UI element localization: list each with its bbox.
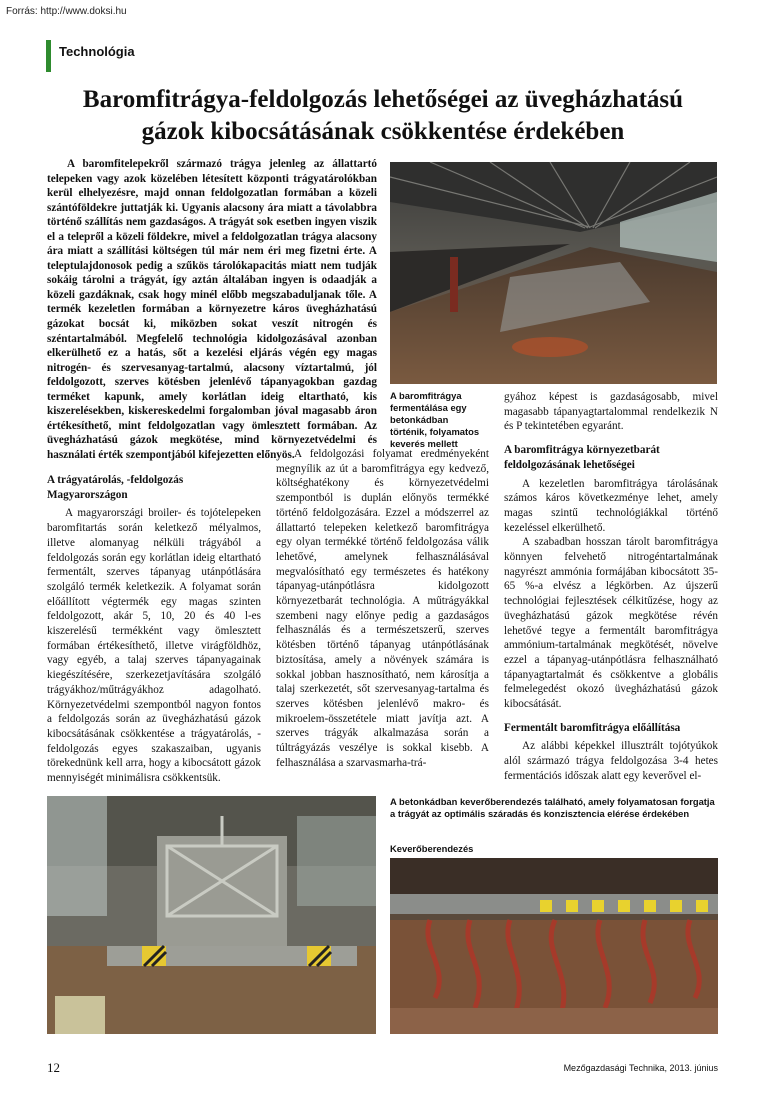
section-label: Technológia	[59, 44, 135, 59]
lead-paragraph: A baromfitelepekről származó trágya jelenleg az állattartó telepeken vagy azok közelében létesített központi trágyatárolókban kerül elhelyezésre, majd onnan feldolgozatlan formában a közeli szántóföldekre juttatják ki. Ugyanis alacsony ára miatt a távolabbra történő szállítás nem gazdaságos. A trágyát sok esetben ingyen viszik el a telepről a közeli földekre, mivel a feldolgozatlan trágya alacsony ára miatt a szállítási költségen túl már nem éri meg fizetni érte. A teleptulajdonosok pedig a szűkös tárolókapacitás miatt nem tudják sokáig tárolni a trágyát, így aztán általában ingyen is odaadják a közeli gazdáknak, csak hogy minél előbb megszabaduljanak tőle. A termék kezeletlen formában a környezetre káros üvegházhatású gázokat bocsát ki, miközben sokat veszít nitrogén és széntartalmából. Megfelelő technológia kidolgozásával azonban elkerülhető ez a hatás, sőt a kezelési eljárás végén egy magas nitrogén- és szervesanyag-tartalmú, alacsony víztartalmú, jól feldolgozott, szerves kötésben jelenlévő tápanyagokban gazdag terméket kapunk, amely korlátlan ideig eltartható, kis kiszerelésekben, kiskereskedelmi forgalomban jóval magasabb áron értékesíthető, mint feldolgozatlan vagy ömlesztett formában. Az üvegházhatású gázok megkötése, mind környezetvédelmi és használati érték szempontjából kifejezetten előnyös.	[47, 158, 377, 461]
paragraph-untreated-storage: A kezeletlen baromfitrágya tárolásának számos káros következménye lehet, amely magas szintű technológiákkal történő kezeléssel elkerülhető.	[504, 477, 718, 534]
paragraph-fermentation-period: Az alábbi képekkel illusztrált tojótyúkok alól származó trágya feldolgozása 3-4 hetes fermentációs időszak alatt egy keverővel el-	[504, 740, 718, 782]
heading-fermented-production: Fermentált baromfitrágya előállítása	[504, 721, 681, 734]
caption-text: Keverőberendezés	[390, 843, 474, 854]
fermentation-hall-image	[390, 162, 717, 384]
section-accent-bar	[46, 40, 51, 72]
column-1	[47, 473, 261, 786]
journal-footer: Mezőgazdasági Technika, 2013. június	[563, 1063, 718, 1073]
column-2	[276, 447, 489, 770]
source-note: Forrás: http://www.doksi.hu	[6, 6, 127, 17]
mixer-closeup-image	[390, 858, 718, 1034]
paragraph-continuation: gyához képest is gazdaságosabb, mivel magasabb tápanyagtartalommal rendelkezik N és P tekintetében egyaránt.	[504, 391, 718, 433]
photo-fermentation-hall	[390, 162, 717, 384]
paragraph-storage-hungary: A magyarországi broiler- és tojótelepeken baromfitartás során keletkező mélyalmos, illetve alomanyag nélküli trágyából a feldolgozás során egy korlátlan ideig eltartható fermentált, szerves tápanyag utánpótlására szolgáló termék keletkezik. A folyamat során előállított végtermék egy magas szinten feldolgozott, akár 5, 10, 20 és 40 l-es kiszerelésű termékként vagy ömlesztett formában értékesíthető, illetve virágföldhöz, vagy egyéb, a talaj szerves tápanyagainak kiegészítésére, szerkezetjavítására szolgáló trágyákhoz/műtrágyákhoz adagolható. Környezetvédelmi szempontból nagyon fontos a feldolgozás során az üvegházhatású gázok kibocsátásának csökkentése a trágyatárolás, -feldolgozás egyes szakaszaiban, ugyanis törekednünk kell arra, hogy a kibocsátott gázok mennyiségét minimálisra csökkentsük.	[47, 507, 261, 785]
heading-storage-hungary: A trágyatárolás, -feldolgozás Magyarországon	[47, 474, 184, 501]
heading-eco-processing: A baromfitrágya környezetbarát feldolgozásának lehetőségei	[504, 444, 660, 471]
caption-photo-1	[390, 390, 485, 450]
title-line-1: Baromfitrágya-feldolgozás lehetőségei az üvegházhatású	[82, 86, 684, 113]
title-line-2: gázok kibocsátásának csökkentése érdekében	[141, 118, 625, 145]
paragraph-nitrogen-loss: A szabadban hosszan tárolt baromfitrágya könnyen felvehető nitrogéntartalmának nagyrészt ammónia formájában kibocsátott 35-65 %-a elvész a légkörben. Az újszerű technológiai fejlesztések célkitűzése, hogy az üvegházhatású gázok megkötése révén lehetővé tegye a fermentált baromfitrágya ammónium-tartalmának megkötését, növelve ezzel a tápanyag-utánpótlásra felhasználható tápanyagtartalmát és csökkentve a globális felmelegedést okozó üvegházhatású gázok kibocsátását.	[504, 536, 718, 711]
article-title	[40, 84, 726, 148]
mixing-machine-image	[47, 796, 376, 1034]
paragraph-processing-result: A feldolgozási folyamat eredményeként megnyílik az út a baromfitrágya egy kedvező, költséghatékony és környezetvédelmi szempontból is duplán előnyös termékké történő feldolgozására. Ezzel a módszerrel az állattartó telepeken keletkező baromfitrágya egy olyan termékké történő feldolgozása válik lehetővé, amelynek felhasználásával megvalósítható egy természetes és hatékony tápanyag-utánpótlásra kidolgozott környezetbarát technológia. A műtrágyákkal szembeni nagy előnye pedig a gazdaságos felhasználás és a természetszerű, szerves kötésben történő tápanyag utánpótlásának biztosítása, amely a növények számára is sokkal jobban hasznosítható, nem károsítja a talaj szerkezetét, sőt szervesanyag-tartalma és szerves kötésben jelenlévő makro- és mikroelem-összetétele miatt javítja azt. A szerves trágyák alkalmazása során a túltrágyázás veszélye is sokkal kisebb. A felhasználása a szarvasmarha-trá-	[276, 448, 489, 769]
caption-text: A betonkádban keverőberendezés található, amely folyamatosan forgatja a trágyát az optimális száradás és konzisztencia elérése érdekében	[390, 796, 715, 819]
column-3	[504, 390, 718, 784]
page-number: 12	[47, 1060, 60, 1075]
caption-text: A baromfitrágya fermentálása egy betonkádban történik, folyamatos keverés mellett	[390, 390, 480, 449]
caption-photo-4	[390, 843, 590, 855]
photo-mixing-machine	[47, 796, 376, 1034]
lead-block	[47, 157, 377, 462]
caption-photo-3	[390, 796, 720, 820]
photo-mixer-closeup	[390, 858, 718, 1034]
